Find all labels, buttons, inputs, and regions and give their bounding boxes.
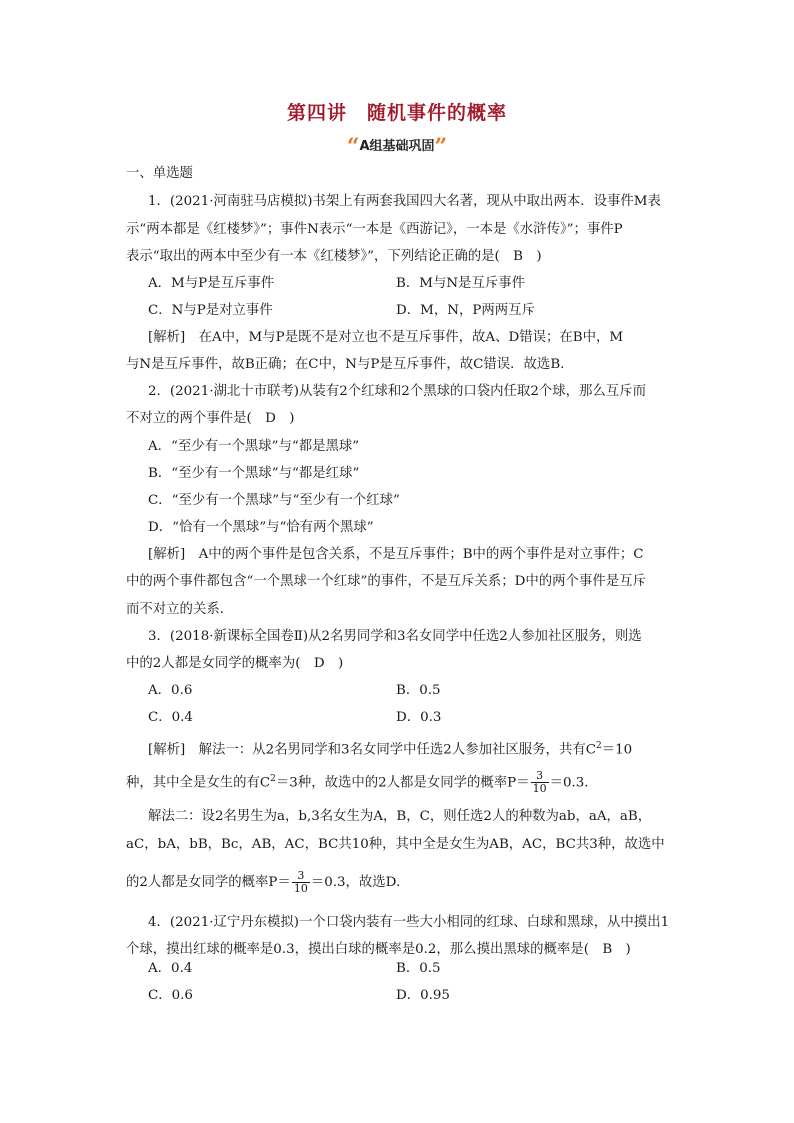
q1-option-a: A．M与P是互斥事件 (148, 276, 275, 291)
q3-explanation-1-text: [解析] 解法一：从2名男同学和3名女同学中任选2人参加社区服务，共有C (148, 742, 596, 758)
q4-option-c: C．0.6 (148, 988, 193, 1003)
q3-option-b: B．0.5 (396, 683, 441, 698)
q3-options-ab (0, 682, 794, 700)
right-quote-icon: ” (434, 134, 448, 160)
q3-explanation-2 (0, 770, 794, 795)
q4-option-b: B．0.5 (396, 961, 441, 976)
q4-options-cd (0, 987, 794, 1005)
fraction-3-10 (531, 770, 549, 795)
q3-explanation-5-a: 的2人都是女同学的概率P＝ (126, 875, 291, 890)
section-badge (0, 134, 794, 160)
q1-line-1: 1．(2021·河南驻马店模拟)书架上有两套我国四大名著，现从中取出两本．设事件M表 (148, 194, 661, 209)
fraction-numerator: 3 (531, 770, 549, 783)
q4-option-d: D．0.95 (396, 988, 450, 1003)
q2-option-c: C．“至少有一个黑球”与“至少有一个红球” (148, 493, 400, 508)
q1-option-c: C．N与P是对立事件 (148, 303, 273, 318)
q2-option-b: B．“至少有一个黑球”与“都是红球” (148, 466, 360, 481)
q1-explanation-1: [解析] 在A中，M与P是既不是对立也不是互斥事件，故A、D错误；在B中，M (148, 330, 624, 345)
q1-line-3: 表示“取出的两本中至少有一本《红楼梦》”，下列结论正确的是( B ) (126, 249, 542, 264)
section-heading: 一、单选题 (126, 166, 193, 181)
q2-line-1: 2．(2021·湖北十市联考)从装有2个红球和2个黑球的口袋内任取2个球，那么互斥而 (148, 384, 646, 399)
q1-option-b: B．M与N是互斥事件 (396, 276, 526, 291)
q1-line-2: 示“两本都是《红楼梦》”；事件N表示“一本是《西游记》，一本是《水浒传》”；事件P (126, 222, 623, 237)
q3-explanation-5-b: ＝0.3，故选D. (310, 875, 401, 890)
q3-explanation-2-b: ＝3种，故选中的2人都是女同学的概率P＝ (275, 775, 530, 791)
q3-line-1: 3．(2018·新课标全国卷Ⅱ)从2名男同学和3名女同学中任选2人参加社区服务，则选 (148, 629, 642, 644)
q3-explanation-3: 解法二：设2名男生为a，b,3名女生为A，B，C，则任选2人的种数为ab，aA，aB， (148, 809, 652, 824)
q4-options-ab (0, 960, 794, 978)
combination-superscript-2: 2 (270, 774, 276, 784)
q2-option-a: A．“至少有一个黑球”与“都是黑球” (148, 439, 360, 454)
q2-explanation-3: 而不对立的关系． (126, 602, 234, 617)
q2-line-2: 不对立的两个事件是( D ) (126, 411, 295, 426)
q2-explanation-2: 中的两个事件都包含“一个黑球一个红球”的事件，不是互斥关系；D中的两个事件是互斥 (126, 574, 646, 589)
q3-explanation-2-c: ＝0.3. (549, 775, 589, 791)
q1-options-cd (0, 302, 794, 320)
q3-explanation-5 (0, 870, 794, 895)
fraction-numerator-b: 3 (292, 870, 310, 883)
q3-explanation-4: aC，bA，bB，Bc，AB，AC，BC共10种，其中全是女生为AB，AC，BC共3种，故选中 (126, 837, 665, 852)
q3-explanation-1 (0, 737, 794, 759)
page-title: 第四讲 随机事件的概率 (286, 102, 507, 124)
left-quote-icon: “ (346, 134, 360, 160)
fraction-denominator-b: 10 (293, 882, 308, 895)
q1-option-d: D．M，N，P两两互斥 (396, 303, 535, 318)
q4-line-2: 个球，摸出红球的概率是0.3，摸出白球的概率是0.2，那么摸出黑球的概率是( B ) (126, 942, 631, 957)
fraction-denominator: 10 (532, 782, 547, 796)
badge-label: A组基础巩固 (359, 139, 435, 154)
q3-explanation-2-a: 种，其中全是女生的有C (126, 775, 271, 791)
q3-option-d: D．0.3 (396, 710, 442, 725)
q2-explanation-1: [解析] A中的两个事件是包含关系，不是互斥事件；B中的两个事件是对立事件；C (148, 547, 644, 562)
q1-explanation-2: 与N是互斥事件，故B正确；在C中，N与P是互斥事件，故C错误．故选B. (126, 357, 565, 372)
q1-options-ab (0, 275, 794, 293)
q3-option-c: C．0.4 (148, 710, 193, 725)
q4-option-a: A．0.4 (148, 961, 193, 976)
fraction-3-10-b (292, 870, 310, 895)
q3-line-2: 中的2人都是女同学的概率为( D ) (126, 656, 344, 671)
q3-option-a: A．0.6 (148, 683, 193, 698)
q2-option-d: D．“恰有一个黑球”与“恰有两个黑球” (148, 520, 374, 535)
q3-explanation-1-end: ＝10 (601, 742, 633, 758)
combination-superscript: 2 (595, 741, 602, 751)
q4-line-1: 4．(2021·辽宁丹东模拟)一个口袋内装有一些大小相同的红球、白球和黑球，从中摸出1 (148, 915, 670, 930)
q3-options-cd (0, 709, 794, 727)
